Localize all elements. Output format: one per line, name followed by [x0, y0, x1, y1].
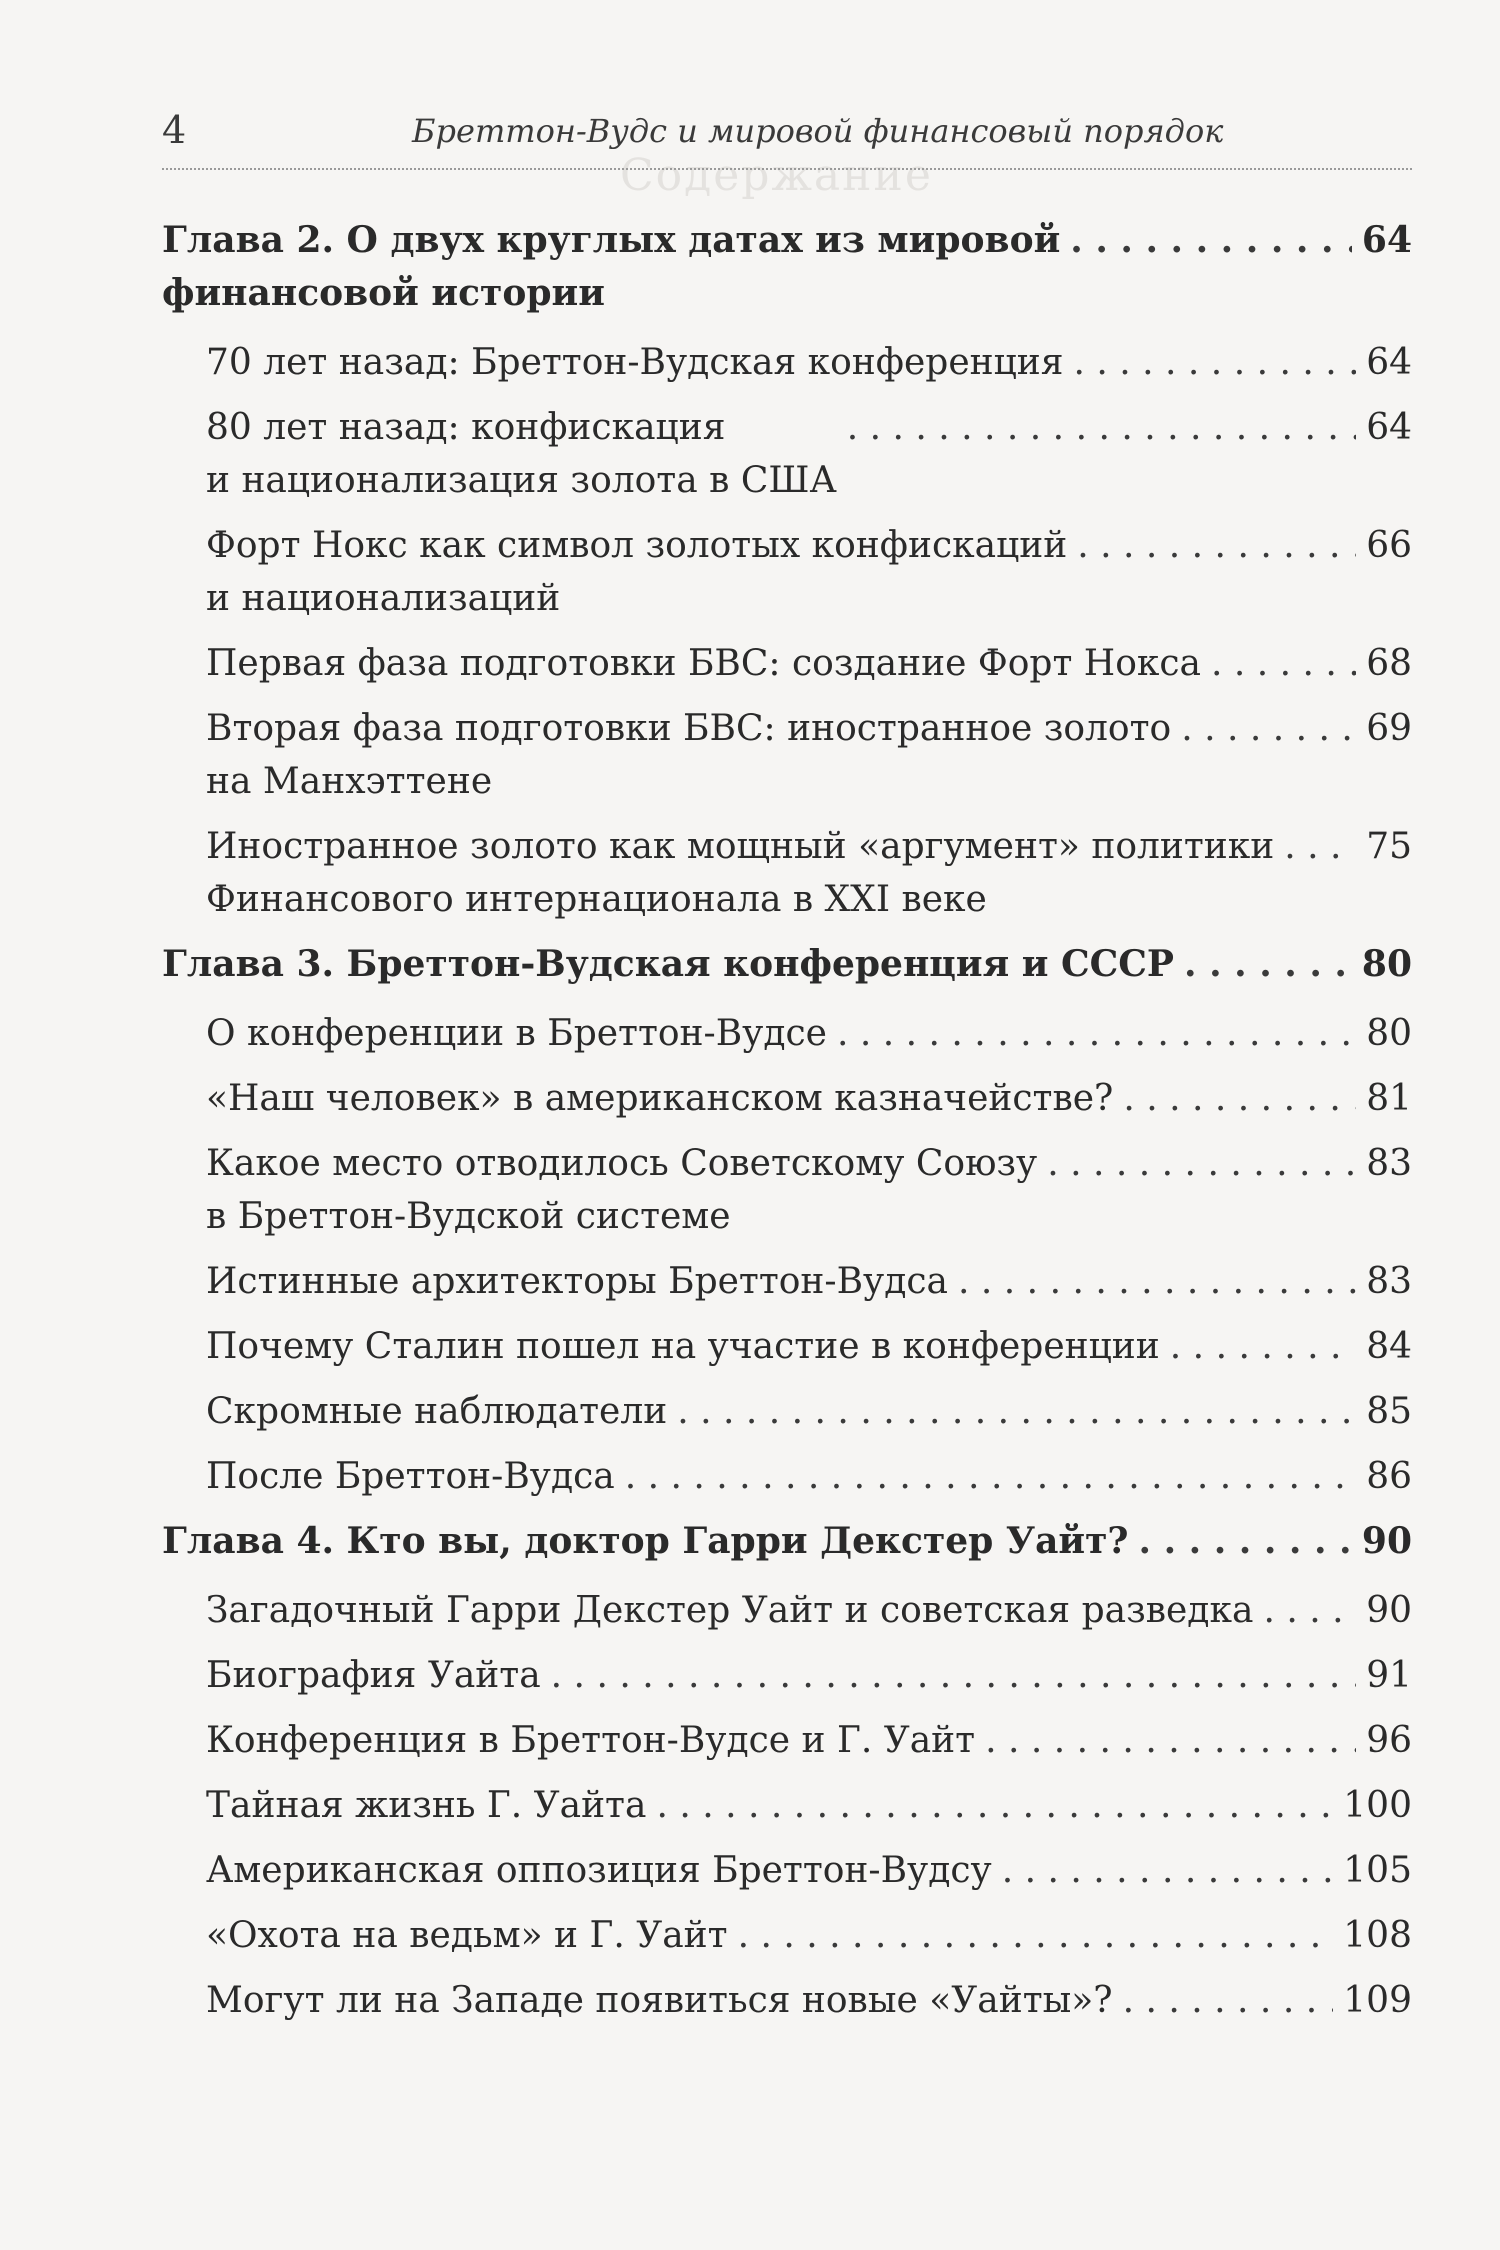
dot-leader: [738, 1909, 1334, 1962]
section-entry[interactable]: [206, 336, 1412, 389]
section-page-number: 100: [1343, 1785, 1412, 1826]
dot-leader: [1170, 1320, 1356, 1373]
chapter-title: Глава 2. О двух круглых датах из мировой финансовой истории: [162, 219, 1061, 314]
chapter-title: Глава 3. Бреттон-Вудская конференция и СССР: [162, 943, 1174, 985]
section-page-number: 81: [1366, 1078, 1412, 1119]
section-entry[interactable]: [206, 1450, 1412, 1503]
section-entry[interactable]: [206, 1779, 1412, 1832]
section-title: Скромные наблюдатели: [206, 1391, 668, 1432]
dot-leader: [1181, 702, 1356, 755]
section-page-number: 86: [1366, 1456, 1412, 1497]
section-entry[interactable]: [206, 820, 1412, 926]
dot-leader: [677, 1385, 1356, 1438]
section-page-number: 96: [1366, 1720, 1412, 1761]
dot-leader: [1284, 820, 1356, 873]
dot-leader: [985, 1714, 1356, 1767]
page-number: 4: [162, 108, 187, 152]
section-entry[interactable]: [206, 637, 1412, 690]
section-title: Американская оппозиция Бреттон-Вудсу: [206, 1850, 992, 1891]
section-page-number: 75: [1366, 826, 1412, 867]
section-title: Какое место отводилось Советскому Союзу в Бреттон-Вудской системе: [206, 1143, 1038, 1237]
section-entry[interactable]: [206, 1385, 1412, 1438]
dot-leader: [837, 1007, 1356, 1060]
dot-leader: [1211, 637, 1356, 690]
section-entry[interactable]: [206, 401, 1412, 507]
section-title: Истинные архитекторы Бреттон-Вудса: [206, 1261, 949, 1302]
section-entry[interactable]: [206, 1909, 1412, 1962]
dot-leader: [1184, 938, 1352, 991]
section-title: После Бреттон-Вудса: [206, 1456, 615, 1497]
section-title: «Наш человек» в американском казначействе?: [206, 1078, 1114, 1119]
section-entry[interactable]: [206, 1072, 1412, 1125]
dot-leader: [1123, 1974, 1334, 2027]
section-entry[interactable]: [206, 1714, 1412, 1767]
section-entry[interactable]: [206, 1844, 1412, 1897]
section-title: Биография Уайта: [206, 1655, 541, 1696]
bleed-through-heading: Содержание: [620, 150, 933, 201]
section-entry[interactable]: [206, 519, 1412, 625]
section-page-number: 85: [1366, 1391, 1412, 1432]
section-page-number: 83: [1366, 1261, 1412, 1302]
dot-leader: [1073, 336, 1356, 389]
section-entry[interactable]: [206, 1137, 1412, 1243]
dot-leader: [1123, 1072, 1356, 1125]
section-page-number: 91: [1366, 1655, 1412, 1696]
chapter-page-number: 90: [1361, 1520, 1412, 1562]
chapter-entry[interactable]: [162, 1515, 1412, 1568]
book-page: [162, 108, 1412, 2039]
section-title: О конференции в Бреттон-Вудсе: [206, 1013, 827, 1054]
chapter-block: [162, 214, 1412, 926]
chapter-block: [162, 938, 1412, 1503]
section-entry[interactable]: [206, 1974, 1412, 2027]
chapter-block: [162, 1515, 1412, 2027]
section-entry[interactable]: [206, 1584, 1412, 1637]
dot-leader: [958, 1255, 1356, 1308]
section-page-number: 80: [1366, 1013, 1412, 1054]
running-head: [162, 108, 1412, 170]
section-title: «Охота на ведьм» и Г. Уайт: [206, 1915, 728, 1956]
section-page-number: 69: [1366, 708, 1412, 749]
section-title: Иностранное золото как мощный «аргумент» политики Финансового интернационала в XXI веке: [206, 826, 1275, 920]
section-entry[interactable]: [206, 702, 1412, 808]
section-entry[interactable]: [206, 1255, 1412, 1308]
dot-leader: [1047, 1137, 1356, 1190]
section-title: Форт Нокс как символ золотых конфискаций и национализаций: [206, 525, 1068, 619]
section-page-number: 64: [1366, 407, 1412, 448]
dot-leader: [1263, 1584, 1356, 1637]
table-of-contents: [162, 214, 1412, 2027]
section-entry[interactable]: [206, 1007, 1412, 1060]
dot-leader: [847, 401, 1356, 454]
section-entry[interactable]: [206, 1649, 1412, 1702]
section-title: 80 лет назад: конфискация и национализация золота в США: [206, 407, 837, 501]
section-page-number: 83: [1366, 1143, 1412, 1184]
dot-leader: [1139, 1515, 1352, 1568]
running-title: Бреттон-Вудс и мировой финансовый порядок: [412, 112, 1224, 150]
dot-leader: [1077, 519, 1356, 572]
section-page-number: 66: [1366, 525, 1412, 566]
section-page-number: 64: [1366, 342, 1412, 383]
section-title: Вторая фаза подготовки БВС: иностранное золото на Манхэттене: [206, 708, 1172, 802]
section-entry[interactable]: [206, 1320, 1412, 1373]
section-page-number: 68: [1366, 643, 1412, 684]
section-page-number: 109: [1343, 1980, 1412, 2021]
chapter-entry[interactable]: [162, 938, 1412, 991]
section-title: Первая фаза подготовки БВС: создание Форт Нокса: [206, 643, 1201, 684]
dot-leader: [1002, 1844, 1334, 1897]
section-list: [162, 336, 1412, 926]
dot-leader: [656, 1779, 1333, 1832]
section-title: Конференция в Бреттон-Вудсе и Г. Уайт: [206, 1720, 976, 1761]
section-list: [162, 1007, 1412, 1503]
section-title: 70 лет назад: Бреттон-Вудская конференция: [206, 342, 1064, 383]
section-list: [162, 1584, 1412, 2027]
section-page-number: 90: [1366, 1590, 1412, 1631]
dot-leader: [1070, 214, 1352, 267]
dot-leader: [551, 1649, 1357, 1702]
section-page-number: 84: [1366, 1326, 1412, 1367]
section-title: Почему Сталин пошел на участие в конференции: [206, 1326, 1160, 1367]
chapter-entry[interactable]: [162, 214, 1412, 320]
chapter-page-number: 80: [1361, 943, 1412, 985]
chapter-page-number: 64: [1361, 219, 1412, 261]
section-page-number: 105: [1343, 1850, 1412, 1891]
section-page-number: 108: [1343, 1915, 1412, 1956]
section-title: Могут ли на Западе появиться новые «Уайты»?: [206, 1980, 1113, 2021]
section-title: Тайная жизнь Г. Уайта: [206, 1785, 647, 1826]
dot-leader: [625, 1450, 1356, 1503]
section-title: Загадочный Гарри Декстер Уайт и советская разведка: [206, 1590, 1254, 1631]
chapter-title: Глава 4. Кто вы, доктор Гарри Декстер Уайт?: [162, 1520, 1129, 1562]
